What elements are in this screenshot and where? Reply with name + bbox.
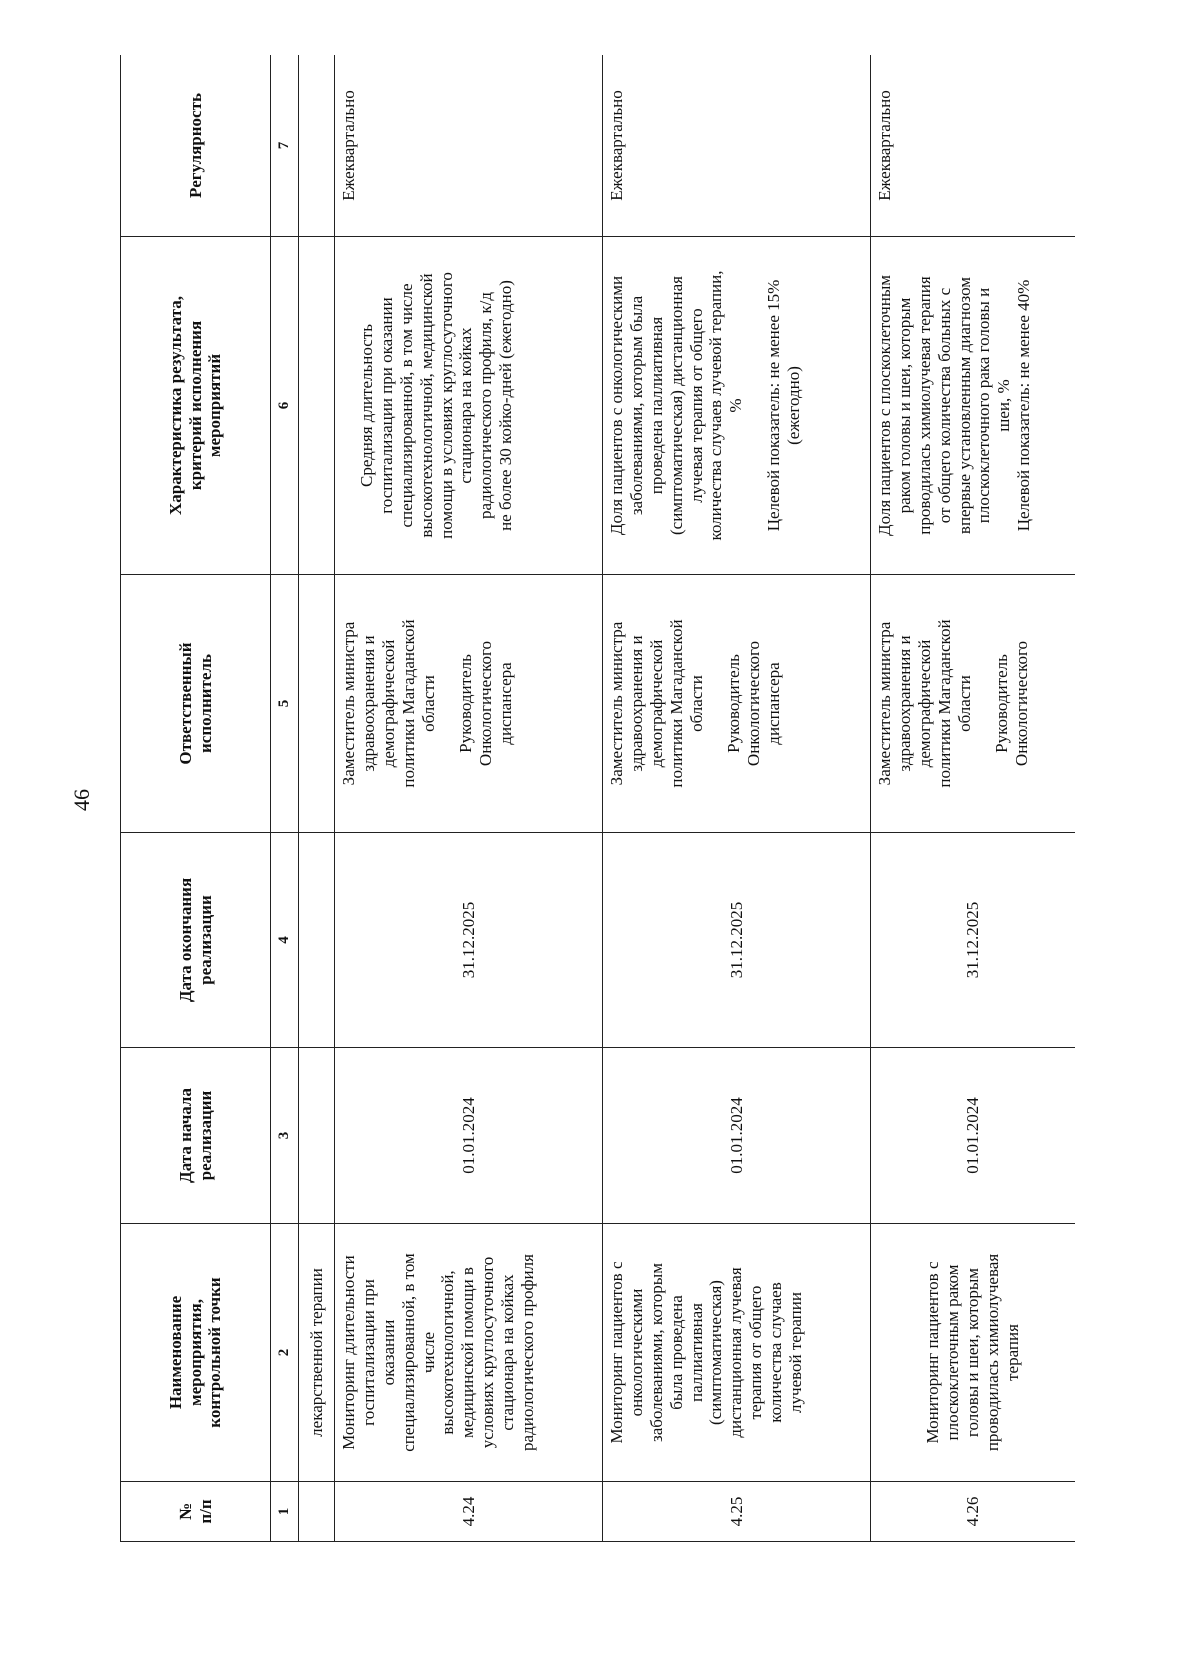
table-cell [299,833,335,1048]
column-number: 1 [271,1482,299,1542]
column-number: 3 [271,1048,299,1224]
regularity: Ежеквартально [335,55,603,237]
header-start-date: Дата начала реализации [121,1048,271,1224]
header-row [121,55,271,1542]
regularity: Ежеквартально [871,55,1076,237]
table-cell [299,237,335,575]
result-cell [871,237,1076,575]
column-number: 6 [271,237,299,575]
activity-name: Мониторинг пациентов с онкологическими заболеваниями, которым была проведена паллиативная (симптоматическая) дистанционная лучевая терапия от общего количества случаев лучевой терапии [603,1224,871,1482]
row-number: 4.25 [603,1482,871,1542]
column-number-row [271,55,299,1542]
activity-name: Мониторинг пациентов с плоскоклеточным раком головы и шеи, которым проводилась химиолучевая терапия [871,1224,1076,1482]
table-cell [299,55,335,237]
column-number: 2 [271,1224,299,1482]
result-description: Доля пациентов с онкологическими заболеваниями, которым была проведена паллиативная (симптоматическая) дистанционная лучевая терапия от общего количества случаев лучевой терапии, % [607,270,746,541]
column-number: 7 [271,55,299,237]
continuation-text: лекарственной терапии [299,1224,335,1482]
column-number: 5 [271,575,299,833]
header-regularity: Регулярность [121,55,271,237]
end-date: 31.12.2025 [335,833,603,1048]
table-row [871,55,1076,1542]
result-target: Целевой показатель: не менее 40% [1014,279,1034,532]
executor-cell [603,575,871,833]
executor-cell [871,575,1076,833]
header-executor: Ответственный исполнитель [121,575,271,833]
table-cell [299,1482,335,1542]
table-cell [299,1048,335,1224]
end-date: 31.12.2025 [871,833,1076,1048]
activity-name: Мониторинг длительности госпитализации при оказании специализированной, в том числе высокотехнологичной, медицинской помощи в условиях круглосуточного стационара на койках радиологического профиля [335,1224,603,1482]
executor-second: Руководитель Онкологического диспансера [456,640,516,767]
executor-second: Руководитель Онкологического [992,640,1032,767]
start-date: 01.01.2024 [603,1048,871,1224]
result-description: Доля пациентов с плоскоклеточным раком головы и шеи, которым проводилась химиолучевая терапия от общего количества больных с впервые установленным диагнозом плоскоклеточного рака головы и шеи, % [875,275,1014,537]
column-number: 4 [271,833,299,1048]
executor-main: Заместитель министра здравоохранения и демографической политики Магаданской области [875,619,974,788]
activities-table [120,55,1075,1542]
table-cell [299,575,335,833]
start-date: 01.01.2024 [335,1048,603,1224]
header-result: Характеристика результата, критерий исполнения мероприятий [121,237,271,575]
end-date: 31.12.2025 [603,833,871,1048]
executor-main: Заместитель министра здравоохранения и демографической политики Магаданской области [339,619,438,788]
table-row [335,55,603,1542]
result-target: Целевой показатель: не менее 15% (ежегодно) [764,279,803,532]
row-number: 4.26 [871,1482,1076,1542]
table-row [603,55,871,1542]
result-description: Средняя длительность госпитализации при оказании специализированной, в том числе высокотехнологичной, медицинской помощи в условиях круглосуточного стационара на койках радиологического профиля, к/д не более 30 койко-дней (ежегодно) [357,272,516,539]
executor-main: Заместитель министра здравоохранения и демографической политики Магаданской области [607,619,706,788]
executor-second: Руководитель Онкологического диспансера [724,640,784,767]
executor-cell [335,575,603,833]
header-name: Наименование мероприятия, контрольной точки [121,1224,271,1482]
regularity: Ежеквартально [603,55,871,237]
result-cell [603,237,871,575]
page-number: 46 [69,789,94,811]
continuation-row [299,55,335,1542]
row-number: 4.24 [335,1482,603,1542]
header-num: № п/п [121,1482,271,1542]
result-cell [335,237,603,575]
start-date: 01.01.2024 [871,1048,1076,1224]
header-end-date: Дата окончания реализации [121,833,271,1048]
rotated-table-viewport [120,55,1075,1542]
